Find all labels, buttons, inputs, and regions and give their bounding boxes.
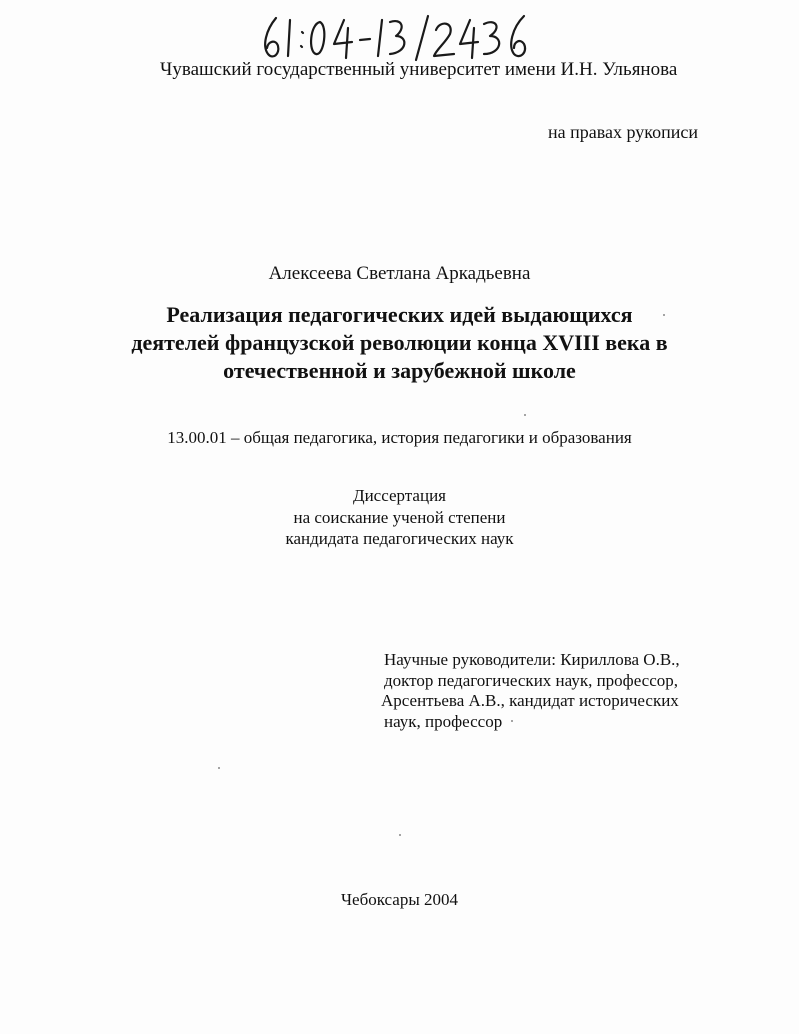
handwritten-catalog-number: [258, 8, 538, 66]
supervisors-line: Научные руководители: Кириллова О.В.,: [384, 650, 680, 669]
university-name: Чувашский государственный университет имени И.Н. Ульянова: [160, 59, 678, 80]
scan-speck: [399, 834, 401, 836]
dissertation-title-line: Реализация педагогических идей выдающихся: [166, 302, 633, 327]
rights-note: на правах рукописи: [548, 122, 698, 142]
degree-line: на соискание ученой степени: [293, 508, 506, 527]
scan-speck: [511, 720, 513, 722]
specialty-code: 13.00.01 – общая педагогика, история педагогики и образования: [167, 428, 632, 447]
scan-speck: [663, 314, 665, 316]
dissertation-label: Диссертация: [352, 486, 446, 505]
supervisors-line: наук, профессор: [384, 712, 503, 731]
supervisors-line: доктор педагогических наук, профессор,: [384, 671, 679, 690]
city-year: Чебоксары 2004: [340, 890, 459, 909]
dissertation-title-line: деятелей французской революции конца XVIII века в: [131, 330, 668, 355]
dissertation-title-line: отечественной и зарубежной школе: [223, 358, 576, 383]
supervisors-line: Арсентьева А.В., кандидат исторических: [381, 691, 679, 710]
scan-speck: [524, 414, 526, 416]
degree-line: кандидата педагогических наук: [285, 529, 514, 548]
author-name: Алексеева Светлана Аркадьевна: [268, 263, 531, 284]
handwritten-number-drawing: [258, 8, 538, 66]
scan-speck: [218, 767, 220, 769]
